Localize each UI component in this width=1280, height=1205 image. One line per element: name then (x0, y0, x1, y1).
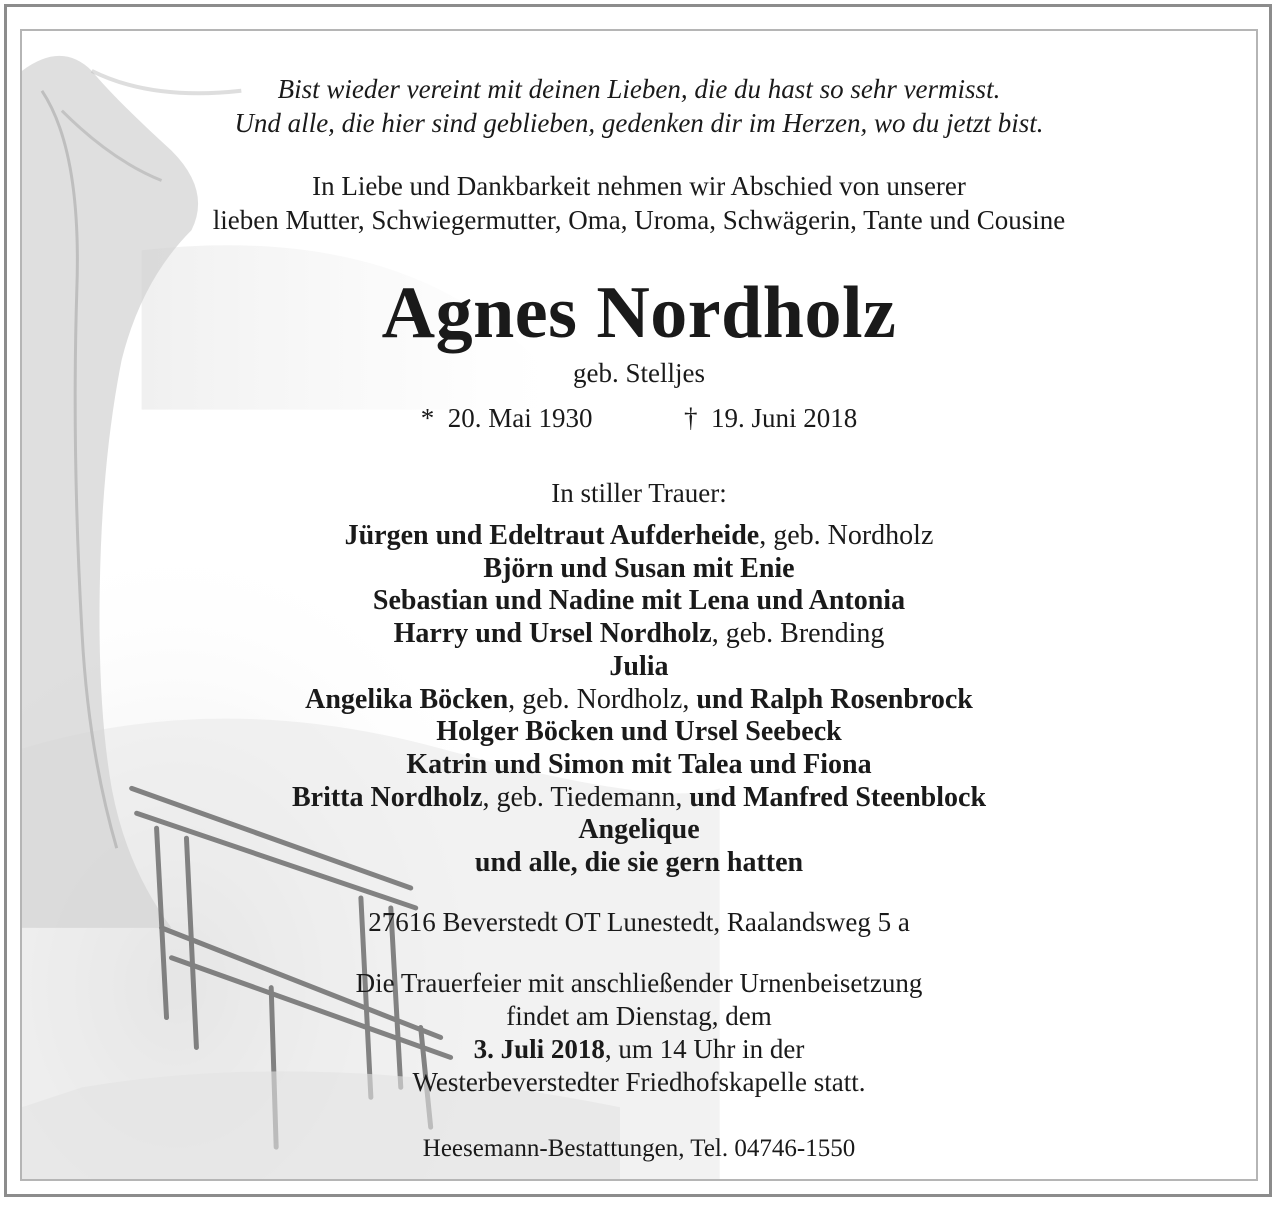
poem-line: Bist wieder vereint mit deinen Lieben, die du hast so sehr vermisst. (277, 74, 1001, 104)
mourner-note: , geb. Nordholz, (508, 683, 697, 715)
mourner-line (22, 814, 1256, 846)
ceremony-line (22, 1034, 1256, 1065)
deceased-name: Agnes Nordholz (381, 272, 897, 354)
mourner-line (22, 651, 1256, 683)
poem-line: Und alle, die hier sind geblieben, gedenken dir im Herzen, wo du jetzt bist. (234, 108, 1044, 138)
mourner-name: Angelique (578, 814, 700, 846)
mourner-line (22, 749, 1256, 781)
mourner-note: , geb. Nordholz (759, 520, 934, 551)
mourner-line (22, 520, 1256, 552)
family-address: 27616 Beverstedt OT Lunestedt, Raalandsweg 5 a (368, 907, 910, 937)
ceremony-date: 3. Juli 2018 (473, 1034, 605, 1064)
ceremony-time: , um 14 Uhr in der (604, 1034, 805, 1064)
birth-symbol: * (420, 403, 435, 433)
intro-line: lieben Mutter, Schwiegermutter, Oma, Uroma, Schwägerin, Tante und Cousine (212, 205, 1066, 235)
mourner-name: und Ralph Rosenbrock (696, 683, 973, 715)
mourner-name: und Manfred Steenblock (689, 781, 987, 813)
ceremony-line: findet am Dienstag, dem (506, 1001, 772, 1031)
mourner-name: Jürgen und Edeltraut Aufderheide (344, 520, 760, 551)
mourner-name: Holger Böcken und Ursel Seebeck (436, 716, 842, 748)
mourner-name: Katrin und Simon mit Talea und Fiona (406, 748, 872, 780)
mourner-line (22, 716, 1256, 748)
death-cross-icon: † (683, 403, 698, 433)
mourner-line (22, 684, 1256, 716)
mourner-line (22, 585, 1256, 617)
mourner-note: , geb. Tiedemann, (482, 781, 690, 813)
mourner-note: , geb. Brending (711, 618, 885, 650)
ceremony-line: Die Trauerfeier mit anschließender Urnenbeisetzung (355, 968, 923, 998)
notice-inner-border (20, 29, 1258, 1181)
mourner-line (22, 618, 1256, 650)
mourner-name: Björn und Susan mit Enie (483, 552, 795, 584)
mourner-line (22, 553, 1256, 585)
intro-line: In Liebe und Dankbarkeit nehmen wir Abschied von unserer (312, 171, 966, 201)
mourner-name: Sebastian und Nadine mit Lena und Antonia (372, 585, 906, 617)
mourner-line (22, 782, 1256, 814)
mourner-name: und alle, die sie gern hatten (474, 847, 804, 878)
mourning-heading: In stiller Trauer: (551, 478, 727, 508)
birth-name: geb. Stelljes (573, 358, 705, 388)
mourner-line (22, 847, 1256, 879)
birth-date: 20. Mai 1930 (447, 403, 593, 433)
notice-frame (4, 4, 1272, 1197)
mourner-name: Britta Nordholz (291, 781, 483, 813)
life-dates (22, 403, 1256, 434)
undertaker-info: Heesemann-Bestattungen, Tel. 04746-1550 (422, 1135, 856, 1162)
ceremony-line: Westerbeverstedter Friedhofskapelle statt. (412, 1067, 866, 1097)
mourner-name: Julia (609, 650, 669, 682)
mourner-name: Angelika Böcken (305, 683, 509, 715)
death-date: 19. Juni 2018 (710, 403, 858, 433)
mourner-name: Harry und Ursel Nordholz (393, 618, 712, 650)
